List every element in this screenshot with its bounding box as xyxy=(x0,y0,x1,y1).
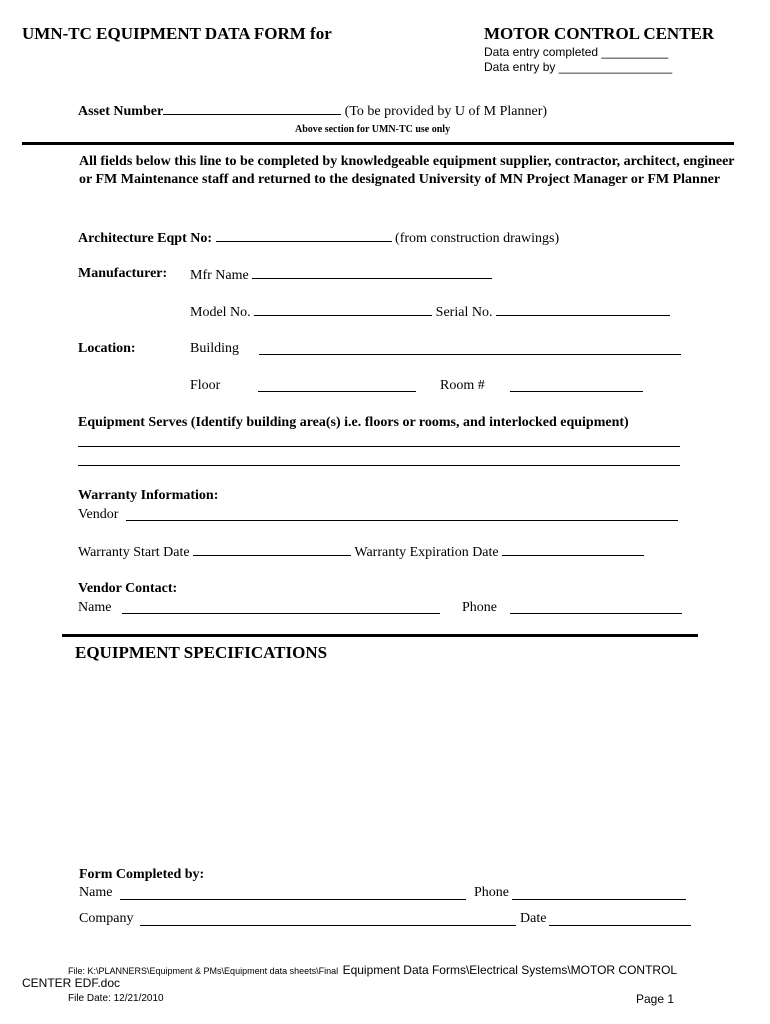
warranty-start-field[interactable] xyxy=(193,543,351,556)
file-path-prefix: File: K:\PLANNERS\Equipment & PMs\Equipment data sheets\Final xyxy=(68,966,339,976)
floor-field[interactable] xyxy=(258,391,416,392)
model-field[interactable] xyxy=(254,303,432,316)
form-completed-heading: Form Completed by: xyxy=(79,867,205,882)
completed-name-field[interactable] xyxy=(120,899,466,900)
floor-label: Floor xyxy=(190,378,221,393)
data-entry-by: Data entry by _________________ xyxy=(484,60,673,74)
arch-eqpt-field[interactable] xyxy=(216,229,392,242)
arch-eqpt-label: Architecture Eqpt No: xyxy=(78,231,213,246)
company-label: Company xyxy=(79,911,134,926)
warranty-dates-row xyxy=(78,543,644,561)
equipment-serves-label: Equipment Serves (Identify building area(s) i.e. floors or rooms, and interlocked equipment) xyxy=(78,415,629,430)
specs-divider xyxy=(62,634,698,637)
specs-heading: EQUIPMENT SPECIFICATIONS xyxy=(75,643,328,662)
page-number: Page 1 xyxy=(636,992,675,1006)
arch-eqpt-row xyxy=(78,229,559,247)
completed-phone-label: Phone xyxy=(474,885,509,900)
vendor-contact-phone-field[interactable] xyxy=(510,613,682,614)
vendor-field[interactable] xyxy=(126,520,678,521)
form-title: UMN-TC EQUIPMENT DATA FORM for xyxy=(22,24,332,43)
vendor-contact-name-field[interactable] xyxy=(122,613,440,614)
mfr-name-row xyxy=(190,266,492,284)
file-date: File Date: 12/21/2010 xyxy=(68,993,164,1004)
mfr-name-field[interactable] xyxy=(252,266,492,279)
company-field[interactable] xyxy=(140,925,516,926)
admin-use-note: Above section for UMN-TC use only xyxy=(295,124,451,135)
section-divider xyxy=(22,142,734,145)
file-path-line xyxy=(68,961,677,979)
model-serial-row xyxy=(190,303,670,321)
manufacturer-label: Manufacturer: xyxy=(78,266,168,281)
data-entry-completed: Data entry completed __________ xyxy=(484,45,669,59)
room-field[interactable] xyxy=(510,391,643,392)
building-field[interactable] xyxy=(259,354,681,355)
asset-number-row xyxy=(78,102,547,120)
date-field[interactable] xyxy=(549,925,691,926)
completed-phone-field[interactable] xyxy=(512,899,686,900)
asset-number-field[interactable] xyxy=(163,102,341,115)
warranty-exp-field[interactable] xyxy=(502,543,644,556)
vendor-contact-heading: Vendor Contact: xyxy=(78,581,178,596)
date-label: Date xyxy=(520,911,547,926)
file-path-rest: Equipment Data Forms\Electrical Systems\MOTOR CONTROL xyxy=(342,963,678,977)
serial-label: Serial No. xyxy=(435,305,493,320)
serial-field[interactable] xyxy=(496,303,670,316)
vendor-contact-phone-label: Phone xyxy=(462,600,497,615)
vendor-contact-name-label: Name xyxy=(78,600,112,615)
model-label: Model No. xyxy=(190,305,251,320)
vendor-label: Vendor xyxy=(78,507,119,522)
warranty-heading: Warranty Information: xyxy=(78,488,219,503)
asset-number-label: Asset Number xyxy=(78,104,164,119)
completed-name-label: Name xyxy=(79,885,113,900)
file-name: CENTER EDF.doc xyxy=(22,976,121,990)
equipment-serves-field-1[interactable] xyxy=(78,446,680,447)
mfr-name-label: Mfr Name xyxy=(190,268,249,283)
warranty-exp-label: Warranty Expiration Date xyxy=(354,545,499,560)
warranty-start-label: Warranty Start Date xyxy=(78,545,190,560)
location-label: Location: xyxy=(78,341,136,356)
room-label: Room # xyxy=(440,378,485,393)
arch-eqpt-note: (from construction drawings) xyxy=(395,231,560,246)
building-label: Building xyxy=(190,341,240,356)
equipment-serves-field-2[interactable] xyxy=(78,465,680,466)
asset-number-note: (To be provided by U of M Planner) xyxy=(344,104,548,119)
instructions-text: All fields below this line to be completed by knowledgeable equipment supplier, contractor, architect, engineer or FM Maintenance staff and returned to the designated University of MN Project Manager or FM Planner xyxy=(79,154,735,187)
equipment-type-title: MOTOR CONTROL CENTER xyxy=(484,24,715,43)
